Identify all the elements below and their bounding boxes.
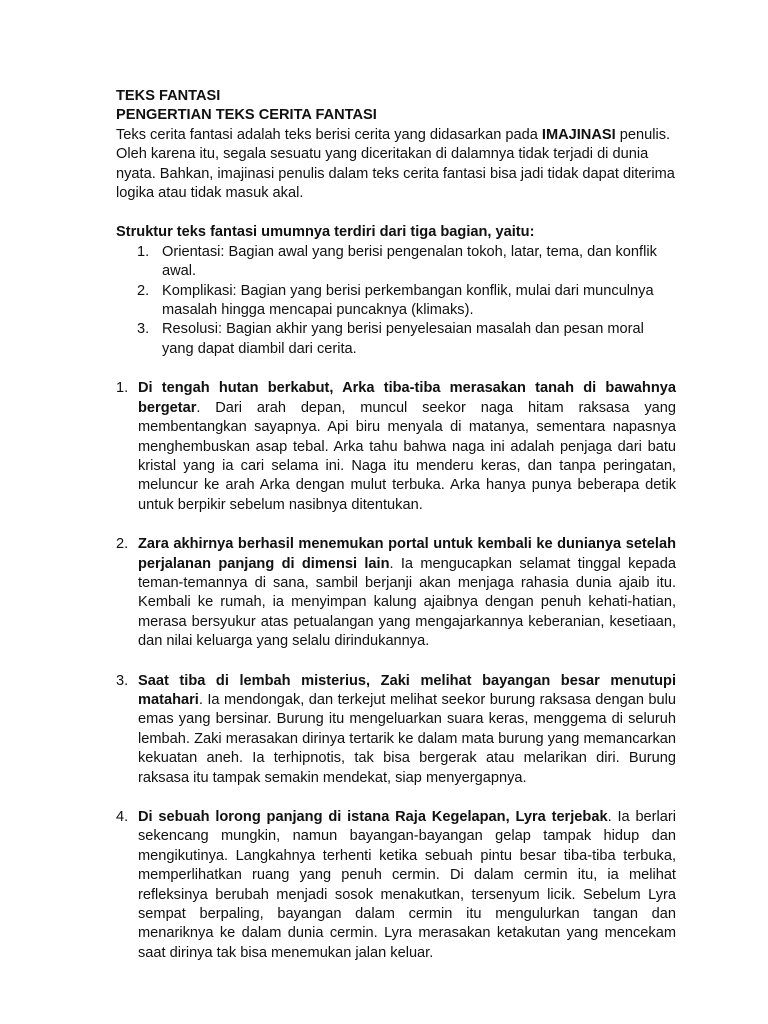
definition-text-start: Teks cerita fantasi adalah teks berisi cerita yang didasarkan pada bbox=[116, 126, 542, 143]
story-body: . Ia mendongak, dan terkejut melihat seekor burung raksasa dengan bulu emas yang bersinar. Burung itu mengeluarkan suara keras, menggema di seluruh lembah. Zaki merasakan dirinya tertarik ke dalam mata burung yang memancarkan kekuatan aneh. Ia terhipnotis, tak bisa bergerak atau melarikan diri. Burung raksasa itu tampak semakin mendekat, siap menyergapnya. bbox=[138, 691, 676, 786]
structure-item bbox=[116, 243, 676, 282]
story-example bbox=[116, 535, 676, 651]
structure-item-text: Resolusi: Bagian akhir yang berisi penyelesaian masalah dan pesan moral yang dapat diambil dari cerita. bbox=[162, 321, 644, 357]
story-example bbox=[116, 672, 676, 788]
structure-item bbox=[116, 282, 676, 321]
story-body: . Dari arah depan, muncul seekor naga hitam raksasa yang membentangkan sayapnya. Api biru menyala di matanya, sementara napasnya menghembuskan asap tebal. Arka tahu bahwa naga ini adalah penjaga dari batu kristal yang ia cari selama ini. Naga itu menderu keras, dan tanpa peringatan, meluncur ke arah Arka dengan mulut terbuka. Arka hanya punya beberapa detik untuk berpikir sebelum nasibnya ditentukan. bbox=[138, 399, 676, 513]
structure-item-number: 1. bbox=[137, 243, 150, 260]
structure-item bbox=[116, 320, 676, 359]
story-lead-sentence: Di sebuah lorong panjang di istana Raja Kegelapan, Lyra terjebak bbox=[138, 809, 608, 825]
structure-item-text: Orientasi: Bagian awal yang berisi pengenalan tokoh, latar, tema, dan konflik awal. bbox=[162, 243, 657, 280]
definition-text-end: penulis. Oleh karena itu, segala sesuatu yang diceritakan di dalamnya tidak terjadi di dunia nyata. Bahkan, imajinasi penulis dalam teks cerita fantasi bisa jadi tidak dapat diterima logika atau tidak masuk akal. bbox=[116, 126, 675, 202]
story-lead-sentence: Di tengah hutan berkabut, Arka tiba-tiba merasakan tanah di bawahnya bergetar bbox=[138, 380, 676, 416]
story-lead-sentence: Saat tiba di lembah misterius, Zaki melihat bayangan besar menutupi matahari bbox=[138, 672, 676, 708]
story-examples-list bbox=[116, 379, 676, 963]
story-number: 4. bbox=[116, 809, 129, 825]
document-page bbox=[116, 87, 676, 983]
section-heading-definition: PENGERTIAN TEKS CERITA FANTASI bbox=[116, 107, 377, 124]
structure-list bbox=[116, 243, 676, 359]
structure-intro: Struktur teks fantasi umumnya terdiri dari tiga bagian, yaitu: bbox=[116, 224, 535, 241]
story-example bbox=[116, 808, 676, 963]
document-title: TEKS FANTASI bbox=[116, 88, 221, 104]
structure-item-number: 3. bbox=[137, 321, 150, 338]
story-body: . Ia berlari sekencang mungkin, namun bayangan-bayangan gelap tampak hidup dan mengikutinya. Langkahnya terhenti ketika sebuah pintu besar tiba-tiba terbuka, memperlihatkan ruang yang penuh cermin. Di dalam cermin itu, ia melihat refleksinya berubah menjadi sosok menakutkan, tersenyum licik. Sebelum Lyra sempat berpaling, bayangan dalam cermin itu mengulurkan tangan dan menariknya ke dalam dunia cermin. Lyra merasakan ketakutan yang mencekam saat dirinya tak bisa menemukan jalan keluar. bbox=[138, 809, 676, 961]
structure-item-number: 2. bbox=[137, 282, 150, 299]
definition-paragraph bbox=[116, 126, 676, 204]
story-lead-sentence: Zara akhirnya berhasil menemukan portal untuk kembali ke dunianya setelah perjalanan panjang di dimensi lain bbox=[138, 536, 676, 572]
definition-emphasis: IMAJINASI bbox=[541, 126, 616, 143]
story-body: . Ia mengucapkan selamat tinggal kepada teman-temannya di sana, sambil berjanji akan menjaga rahasia dunia ajaib itu. Kembali ke rumah, ia menyimpan kalung ajaibnya dengan penuh kehati-hatian, merasa bersyukur atas petualangan yang mengajarkannya keberanian, kesetiaan, dan nilai keluarga yang selalu dirindukannya. bbox=[138, 555, 676, 650]
structure-item-text: Komplikasi: Bagian yang berisi perkembangan konflik, mulai dari munculnya masalah hingga mencapai puncaknya (klimaks). bbox=[162, 282, 654, 319]
story-example bbox=[116, 379, 676, 515]
story-number: 2. bbox=[116, 536, 129, 553]
story-number: 3. bbox=[116, 672, 129, 689]
story-number: 1. bbox=[116, 380, 129, 397]
